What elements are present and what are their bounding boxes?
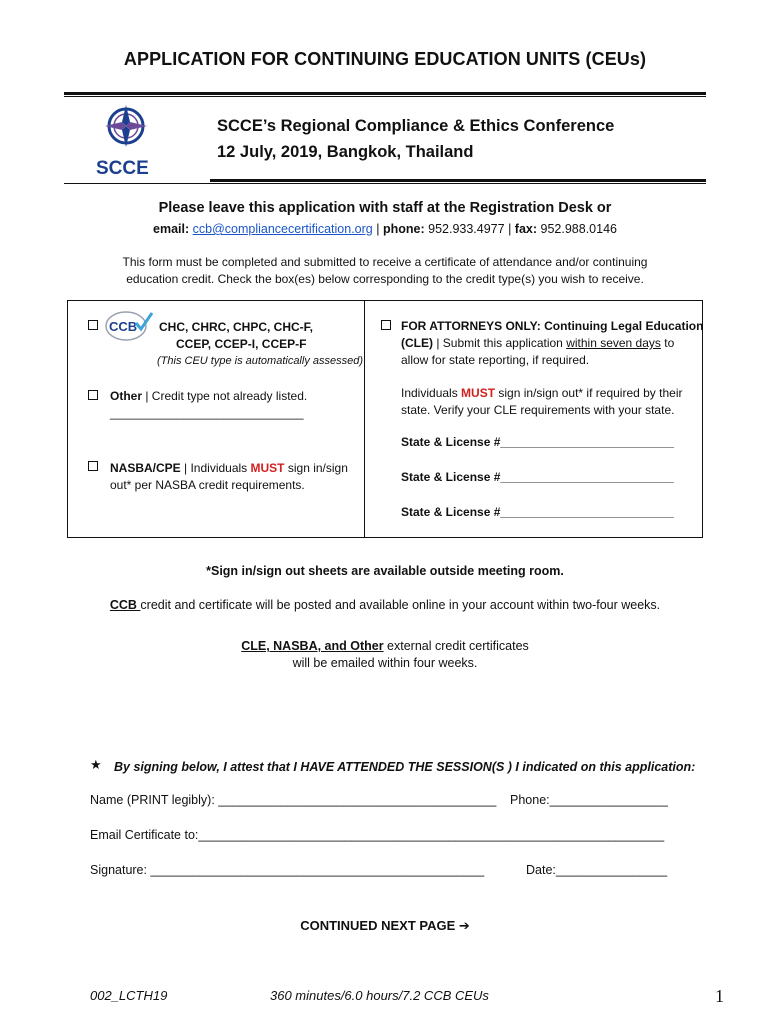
- cle-individuals-line2: state. Verify your CLE requirements with your state.: [401, 403, 675, 417]
- state-license-blank: __________________________: [500, 505, 674, 519]
- header-rule-lower-thin: [64, 183, 706, 184]
- page-number: 1: [715, 986, 724, 1006]
- continued-text: CONTINUED NEXT PAGE: [300, 918, 456, 933]
- phone-number: 952.933.4977: [424, 222, 509, 236]
- external-credit-note-line2: will be emailed within four weeks.: [292, 656, 478, 670]
- ccb-credit-note: [0, 598, 770, 612]
- cle-desc-text: to: [660, 336, 675, 350]
- state-license-field-1[interactable]: [401, 434, 674, 451]
- attest-statement: By signing below, I attest that I HAVE ATTENDED THE SESSION(S ) I indicated on this application:: [114, 760, 696, 774]
- signature-field[interactable]: Signature: ________________________________________________: [90, 863, 485, 877]
- state-license-blank: __________________________: [500, 470, 674, 484]
- state-license-label: State & License #: [401, 470, 501, 484]
- ccb-credentials-line2: CCEP, CCEP-I, CCEP-F: [176, 337, 307, 351]
- intro-line: education credit. Check the box(es) below corresponding to the credit type(s) you wish to receive.: [126, 272, 644, 286]
- ccb-logo: [104, 309, 154, 343]
- state-license-field-2[interactable]: [401, 469, 674, 486]
- nasba-label: NASBA/CPE: [110, 461, 181, 475]
- date-field[interactable]: Date:________________: [526, 863, 668, 877]
- phone-label: phone:: [382, 222, 425, 236]
- email-label: email:: [153, 222, 190, 236]
- cle-individuals: [401, 385, 682, 402]
- name-field[interactable]: Name (PRINT legibly): ________________________________________: [90, 793, 497, 807]
- separator: |: [508, 222, 515, 236]
- other-label: Other: [110, 389, 143, 403]
- cle-abbr: (CLE): [401, 336, 433, 350]
- email-link[interactable]: ccb@compliancecertification.org: [192, 222, 373, 236]
- cle-desc: [401, 335, 674, 352]
- other-desc: | Credit type not already listed.: [142, 389, 308, 403]
- contact-line: [0, 222, 770, 236]
- cle-title: FOR ATTORNEYS ONLY: Continuing Legal Education: [401, 319, 704, 333]
- ccb-logo-text: CCB: [109, 319, 138, 334]
- email-certificate-field[interactable]: Email Certificate to:___________________________________________________________________: [90, 828, 665, 842]
- other-option: [110, 388, 307, 405]
- state-license-label: State & License #: [401, 435, 501, 449]
- other-checkbox[interactable]: [88, 390, 98, 400]
- cle-desc-text: | Submit this application: [433, 336, 567, 350]
- cle-ind-text: Individuals: [401, 386, 462, 400]
- page-title: APPLICATION FOR CONTINUING EDUCATION UNITS (CEUs): [123, 49, 647, 69]
- form-code: 002_LCTH19: [90, 988, 168, 1003]
- header-rule: [64, 92, 706, 95]
- fax-number: 952.988.0146: [537, 222, 617, 236]
- nasba-desc: sign in/sign: [284, 461, 348, 475]
- scce-logo-text: SCCE: [96, 158, 149, 179]
- cle-must: MUST: [461, 386, 496, 400]
- ccb-checkbox[interactable]: [88, 320, 98, 330]
- session-hours: 360 minutes/6.0 hours/7.2 CCB CEUs: [270, 988, 489, 1003]
- conference-date-location: 12 July, 2019, Bangkok, Thailand: [217, 143, 474, 161]
- external-credit-note: [0, 639, 770, 653]
- cle-within: within seven days: [566, 336, 661, 350]
- separator: |: [372, 222, 383, 236]
- arrow-right-icon: ➔: [458, 918, 470, 933]
- ccb-credentials-line1: CHC, CHRC, CHPC, CHC-F,: [159, 320, 313, 334]
- ccb-note-text: credit and certificate will be posted and available online in your account within two-four weeks.: [140, 598, 661, 612]
- intro-line: This form must be completed and submitted to receive a certificate of attendance and/or continuing: [122, 255, 648, 269]
- sign-sheets-note: *Sign in/sign out sheets are available outside meeting room.: [206, 564, 564, 578]
- conference-title: SCCE’s Regional Compliance & Ethics Conference: [217, 117, 615, 135]
- leave-instruction: Please leave this application with staff at the Registration Desk or: [158, 200, 612, 216]
- header-rule-thin: [64, 96, 706, 97]
- star-icon: ★: [90, 757, 102, 772]
- fax-label: fax:: [514, 222, 538, 236]
- phone-field[interactable]: Phone:_________________: [510, 793, 668, 807]
- nasba-desc-line2: out* per NASBA credit requirements.: [110, 478, 305, 492]
- options-divider: [364, 301, 365, 537]
- intro-text: [90, 254, 680, 288]
- nasba-must: MUST: [250, 461, 285, 475]
- cle-ind-text: sign in/sign out* if required by their: [495, 386, 683, 400]
- nasba-checkbox[interactable]: [88, 461, 98, 471]
- scce-logo: [92, 102, 172, 180]
- ext-note-label: CLE, NASBA, and Other: [241, 639, 384, 653]
- ccb-auto-note: (This CEU type is automatically assessed): [157, 355, 364, 367]
- header-rule-lower: [210, 179, 706, 182]
- state-license-blank: __________________________: [500, 435, 674, 449]
- cle-checkbox[interactable]: [381, 320, 391, 330]
- ext-note-text: external credit certificates: [383, 639, 529, 653]
- state-license-field-3[interactable]: [401, 504, 674, 521]
- continued-next-page: [0, 918, 770, 934]
- nasba-option: [110, 460, 348, 477]
- nasba-desc: | Individuals: [180, 461, 251, 475]
- other-blank[interactable]: _____________________________: [110, 406, 304, 420]
- ccb-note-label: CCB: [109, 598, 141, 612]
- state-license-label: State & License #: [401, 505, 501, 519]
- cle-desc-line2: allow for state reporting, if required.: [401, 353, 590, 367]
